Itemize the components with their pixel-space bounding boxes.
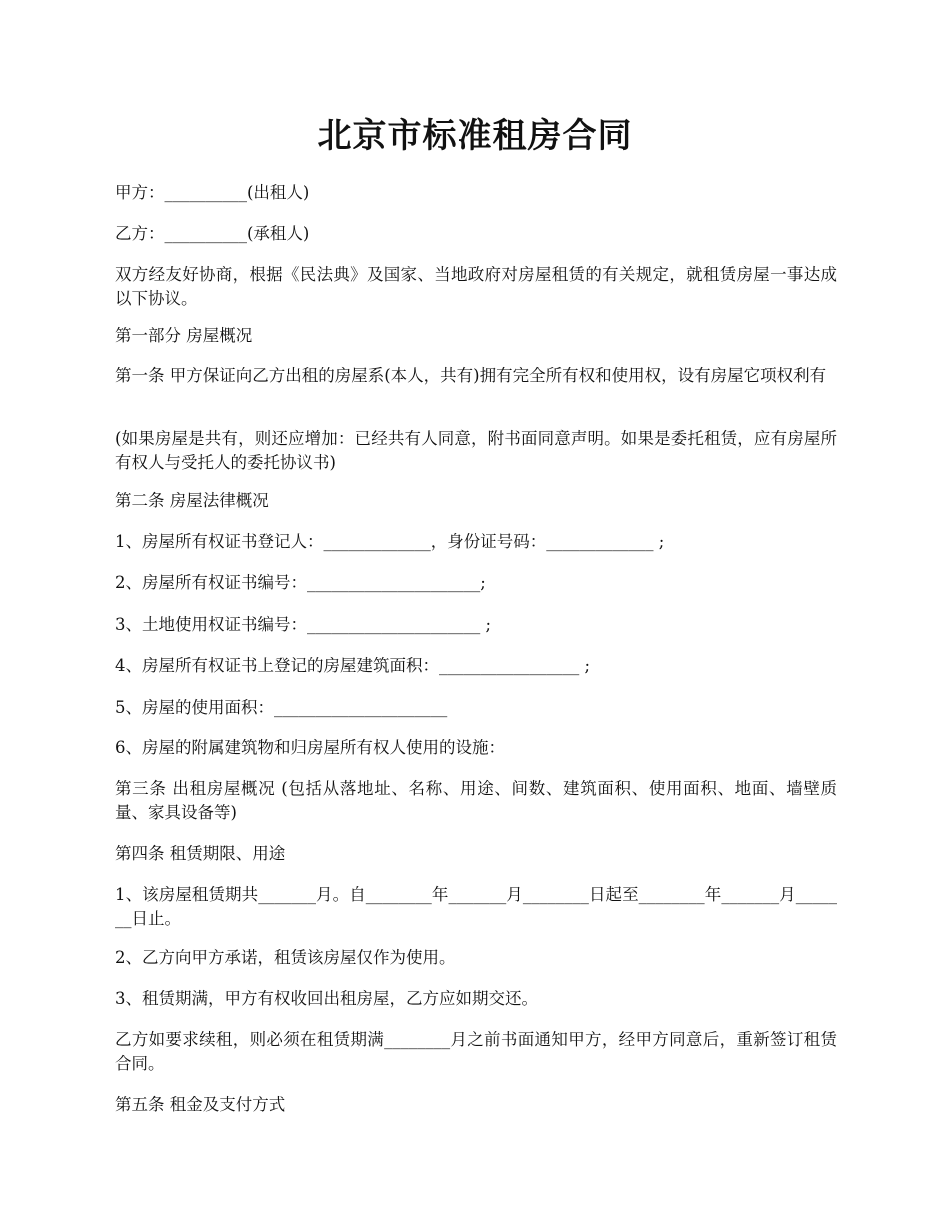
party-a-line: 甲方：__________(出租人) <box>115 183 310 202</box>
list-item: 2、乙方向甲方承诺，租赁该房屋仅作为使用。 <box>115 948 456 967</box>
list-item: 1、房屋所有权证书登记人：_____________，身份证号码：_____________ ; <box>115 532 665 551</box>
intro-paragraph: 双方经友好协商，根据《民法典》及国家、当地政府对房屋租赁的有关规定，就租赁房屋一事达成以下协议。 <box>115 265 837 308</box>
document-title: 北京市标准租房合同 <box>317 116 633 156</box>
list-item: 3、租赁期满，甲方有权收回出租房屋，乙方应如期交还。 <box>115 989 538 1008</box>
list-item: 2、房屋所有权证书编号：_____________________; <box>115 573 486 592</box>
list-item: 5、房屋的使用面积：_____________________ <box>115 698 448 717</box>
list-item: 3、土地使用权证书编号：_____________________ ; <box>115 615 492 634</box>
article-four-heading: 第四条 租赁期限、用途 <box>115 844 286 863</box>
renewal-paragraph: 乙方如要求续租，则必须在租赁期满________月之前书面通知甲方，经甲方同意后，重新签订租赁合同。 <box>115 1030 837 1073</box>
article-two-heading: 第二条 房屋法律概况 <box>115 491 269 510</box>
list-item: 1、该房屋租赁期共_______月。自________年_______月________日起至________年_______月_______日止。 <box>115 885 837 928</box>
list-item: 6、房屋的附属建筑物和归房屋所有权人使用的设施： <box>115 738 505 757</box>
list-item: 4、房屋所有权证书上登记的房屋建筑面积：_________________ ; <box>115 656 591 675</box>
part-one-heading: 第一部分 房屋概况 <box>115 326 253 345</box>
article-five-heading: 第五条 租金及支付方式 <box>115 1095 286 1114</box>
article-three: 第三条 出租房屋概况 (包括从落地址、名称、用途、间数、建筑面积、使用面积、地面、墙壁质量、家具设备等) <box>115 779 837 822</box>
party-b-line: 乙方：__________(承租人) <box>115 224 310 243</box>
article-one: 第一条 甲方保证向乙方出租的房屋系(本人，共有)拥有完全所有权和使用权，设有房屋它项权利有 <box>115 366 827 385</box>
article-one-note: (如果房屋是共有，则还应增加：已经共有人同意，附书面同意声明。如果是委托租赁，应有房屋所有权人与受托人的委托协议书) <box>115 429 837 472</box>
